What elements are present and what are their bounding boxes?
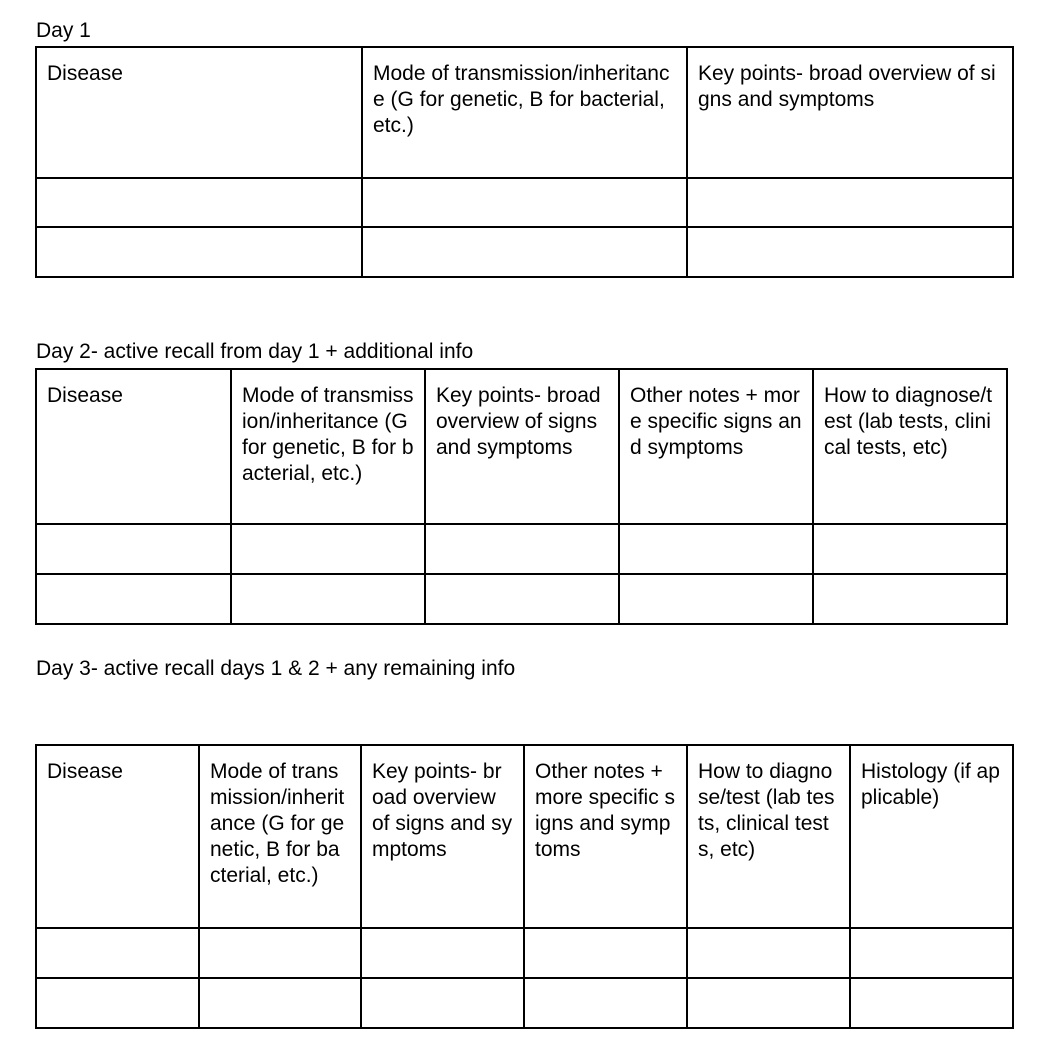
day2-header-other-notes: Other notes + more specific signs and symptoms	[619, 369, 813, 524]
day2-cell[interactable]	[425, 524, 619, 574]
day2-cell[interactable]	[425, 574, 619, 624]
day1-cell[interactable]	[362, 227, 687, 277]
day1-cell[interactable]	[36, 227, 362, 277]
day2-cell[interactable]	[813, 524, 1007, 574]
day2-heading: Day 2- active recall from day 1 + additional info	[36, 340, 474, 363]
day3-cell[interactable]	[687, 978, 850, 1028]
day2-header-mode-of-transmission: Mode of transmission/inheritance (G for genetic, B for bacterial, etc.)	[231, 369, 425, 524]
day1-header-key-points: Key points- broad overview of signs and symptoms	[687, 47, 1013, 178]
day2-cell[interactable]	[36, 524, 231, 574]
day1-cell[interactable]	[687, 178, 1013, 227]
day2-cell[interactable]	[231, 524, 425, 574]
day2-table-row	[36, 524, 1007, 574]
day2-header-key-points: Key points- broad overview of signs and symptoms	[425, 369, 619, 524]
day3-cell[interactable]	[361, 978, 524, 1028]
day2-cell[interactable]	[813, 574, 1007, 624]
day1-header-disease: Disease	[36, 47, 362, 178]
day3-cell[interactable]	[361, 928, 524, 978]
day1-table	[35, 46, 1014, 278]
day3-header-row	[36, 745, 1013, 928]
day3-header-key-points: Key points- broad overview of signs and symptoms	[361, 745, 524, 928]
day1-table-row	[36, 227, 1013, 277]
day3-cell[interactable]	[524, 928, 687, 978]
day2-table-row	[36, 574, 1007, 624]
day3-cell[interactable]	[36, 928, 199, 978]
day3-header-other-notes: Other notes + more specific signs and symptoms	[524, 745, 687, 928]
day3-table	[35, 744, 1014, 1029]
day3-table-row	[36, 978, 1013, 1028]
day3-header-how-to-diagnose: How to diagnose/test (lab tests, clinical tests, etc)	[687, 745, 850, 928]
day3-cell[interactable]	[687, 928, 850, 978]
day3-cell[interactable]	[199, 978, 361, 1028]
day1-header-mode-of-transmission: Mode of transmission/inheritance (G for genetic, B for bacterial, etc.)	[362, 47, 687, 178]
day3-cell[interactable]	[850, 928, 1013, 978]
day3-cell[interactable]	[850, 978, 1013, 1028]
day2-header-disease: Disease	[36, 369, 231, 524]
day1-cell[interactable]	[36, 178, 362, 227]
day2-cell[interactable]	[231, 574, 425, 624]
day1-cell[interactable]	[362, 178, 687, 227]
day2-cell[interactable]	[36, 574, 231, 624]
day1-cell[interactable]	[687, 227, 1013, 277]
day2-header-how-to-diagnose: How to diagnose/test (lab tests, clinical tests, etc)	[813, 369, 1007, 524]
day3-header-histology: Histology (if applicable)	[850, 745, 1013, 928]
day1-heading: Day 1	[36, 19, 91, 42]
day3-cell[interactable]	[199, 928, 361, 978]
day3-header-mode-of-transmission: Mode of transmission/inheritance (G for genetic, B for bacterial, etc.)	[199, 745, 361, 928]
day2-cell[interactable]	[619, 524, 813, 574]
day3-header-disease: Disease	[36, 745, 199, 928]
day3-cell[interactable]	[524, 978, 687, 1028]
day2-table	[35, 368, 1008, 625]
day2-cell[interactable]	[619, 574, 813, 624]
day3-cell[interactable]	[36, 978, 199, 1028]
day1-header-row	[36, 47, 1013, 178]
day3-table-row	[36, 928, 1013, 978]
day2-header-row	[36, 369, 1007, 524]
day3-heading: Day 3- active recall days 1 & 2 + any remaining info	[36, 657, 516, 680]
day1-table-row	[36, 178, 1013, 227]
